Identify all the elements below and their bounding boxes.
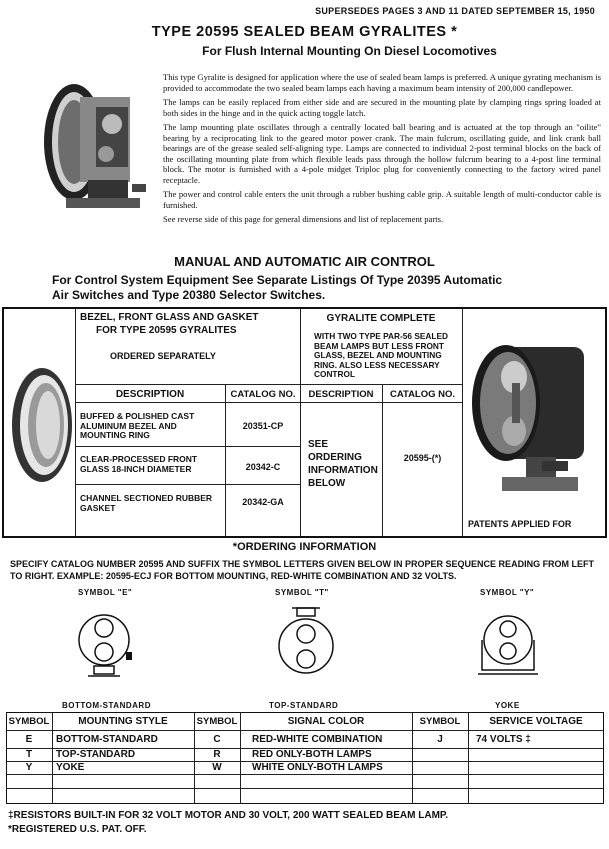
complete-right-line <box>462 309 463 536</box>
bezel-left-line <box>75 309 76 536</box>
bezel-cat-header: CATALOG NO. <box>230 389 296 400</box>
box-left-rule <box>2 307 4 538</box>
signal-color: RED ONLY-BOTH LAMPS <box>252 749 372 760</box>
ordering-text: SPECIFY CATALOG NUMBER 20595 AND SUFFIX THE SYMBOL LETTERS GIVEN BELOW IN PROPER SEQUENCE READING FROM LEFT TO RIGHT. EXAMPLE: 20595-ECJ FOR BOTTOM MOUNTING, RED-WHITE COMBINATION AND 32 VOLTS. <box>10 559 595 581</box>
bezel-row-line <box>75 446 300 447</box>
complete-header-bottom <box>300 402 462 403</box>
bezel-header-bottom <box>75 402 300 403</box>
complete-note: WITH TWO TYPE PAR-56 SEALED BEAM LAMPS BUT LESS FRONT GLASS, BEZEL AND MOUNTING RING. ALSO LESS NECESSARY CONTROL <box>314 331 448 379</box>
complete-desc-header: DESCRIPTION <box>308 389 374 400</box>
bezel-note: ORDERED SEPARATELY <box>110 351 216 361</box>
spec-row-rule <box>6 774 604 775</box>
bezel-photo <box>8 365 72 485</box>
spec-header-mounting: MOUNTING STYLE <box>78 716 168 727</box>
bezel-row-cat: 20342-GA <box>242 497 284 507</box>
gyralite-complete-photo <box>466 325 602 515</box>
symbol-e-label: SYMBOL "E" <box>78 588 133 597</box>
spec-header-signal: SIGNAL COLOR <box>287 716 365 727</box>
ordering-title: *ORDERING INFORMATION <box>232 541 377 553</box>
signal-symbol: C <box>213 734 221 745</box>
bezel-desc-header: DESCRIPTION <box>115 389 185 400</box>
signal-color: RED-WHITE COMBINATION <box>252 734 383 745</box>
signal-color: WHITE ONLY-BOTH LAMPS <box>252 762 383 773</box>
symbol-y-label: SYMBOL "Y" <box>480 588 535 597</box>
patents-note: PATENTS APPLIED FOR <box>468 519 572 529</box>
intro-text <box>163 72 601 229</box>
bezel-row-line <box>75 484 300 485</box>
signal-symbol: W <box>212 762 222 773</box>
voltage-symbol: J <box>437 734 443 745</box>
bezel-row-cat: 20351-CP <box>242 421 284 431</box>
page-subtitle: For Flush Internal Mounting On Diesel Locomotives <box>202 44 497 58</box>
complete-cat: 20595-(*) <box>403 453 442 463</box>
bottom-standard-diagram <box>76 606 136 680</box>
signal-symbol: R <box>213 749 221 760</box>
section-subtitle <box>52 273 597 303</box>
bezel-heading-sub: FOR TYPE 20595 GYRALITES <box>96 325 237 336</box>
caption-yoke: YOKE <box>495 701 520 710</box>
footnote-registered: *REGISTERED U.S. PAT. OFF. <box>8 824 147 835</box>
mounting-style: BOTTOM-STANDARD <box>56 734 158 745</box>
mounting-symbol: E <box>25 734 33 745</box>
box-top-rule <box>2 307 607 309</box>
spec-header-symbol: SYMBOL <box>8 716 50 727</box>
service-voltage: 74 VOLTS ‡ <box>476 734 531 745</box>
yoke-diagram <box>478 606 542 680</box>
bezel-row-cat: 20342-C <box>245 462 281 472</box>
spec-header-symbol: SYMBOL <box>419 716 461 727</box>
complete-heading: GYRALITE COMPLETE <box>326 313 436 324</box>
page-title: TYPE 20595 SEALED BEAM GYRALITES * <box>151 24 458 40</box>
complete-desc: SEE ORDERING INFORMATION BELOW <box>308 439 378 489</box>
box-right-rule <box>605 307 607 538</box>
mounting-symbol: Y <box>25 762 33 773</box>
intro-paragraph: This type Gyralite is designed for application where the use of sealed beam lamps is preferred. A unique gyrating mechanism is provided to accommodate the two sealed beam lamps each having a maximum beam intensity of 200,000 candlepower. <box>163 72 601 93</box>
bezel-right-line <box>300 309 301 536</box>
supersedes-note: SUPERSEDES PAGES 3 AND 11 DATED SEPTEMBER 15, 1950 <box>315 6 595 16</box>
bezel-row-desc: CLEAR-PROCESSED FRONT GLASS 18-INCH DIAMETER <box>80 454 198 474</box>
bezel-row-desc: CHANNEL SECTIONED RUBBER GASKET <box>80 493 213 513</box>
spec-header-rule <box>6 730 604 731</box>
spec-row-rule <box>6 788 604 789</box>
mounting-symbol: T <box>25 749 33 760</box>
spec-header-symbol: SYMBOL <box>196 716 238 727</box>
box-bottom-rule <box>2 536 607 538</box>
top-standard-diagram <box>276 604 340 686</box>
intro-paragraph: See reverse side of this page for general dimensions and list of replacement parts. <box>163 214 444 224</box>
spec-header-voltage: SERVICE VOLTAGE <box>489 716 583 727</box>
mounting-style: YOKE <box>56 762 85 773</box>
complete-cat-header: CATALOG NO. <box>389 389 456 400</box>
complete-header-top <box>300 384 462 385</box>
bezel-heading: BEZEL, FRONT GLASS AND GASKET <box>80 312 259 323</box>
bezel-col-line <box>225 384 226 536</box>
caption-top-standard: TOP-STANDARD <box>269 701 339 710</box>
footnote-resistors: ‡RESISTORS BUILT-IN FOR 32 VOLT MOTOR AND 30 VOLT, 200 WATT SEALED BEAM LAMP. <box>8 810 449 821</box>
symbol-t-label: SYMBOL "T" <box>275 588 329 597</box>
intro-paragraph: The power and control cable enters the unit through a rubber bushing cable grip. A suitable length of multi-conductor cable is furnished. <box>163 189 601 210</box>
section-subtitle-line: For Control System Equipment See Separate Listings Of Type 20395 Automatic <box>52 273 503 287</box>
caption-bottom-standard: BOTTOM-STANDARD <box>62 701 151 710</box>
section-subtitle-line: Air Switches and Type 20380 Selector Switches. <box>52 288 326 302</box>
bezel-header-top <box>75 384 300 385</box>
intro-paragraph: The lamps can be easily replaced from either side and are secured in the mounting plate by clamping rings spring loaded at both sides in the hinge and in the quick acting toggle latch. <box>163 97 601 118</box>
mounting-style: TOP-STANDARD <box>56 749 136 760</box>
intro-paragraph: The lamp mounting plate oscillates through a centrally located ball bearing and is actuated at the top through an "oilite" bearing by a reciprocating link to the geared motor power crank. The main fulcrum, oscillating guide, and link crank ball bearings are of the grease sealed self-aligning type. Lamps are connected to individual 2-post terminal blocks on the back of the oscillating mounting plate from which flexible leads pass through the hollow fulcrum bearing to a 4-post line terminal block. The motor is furnished with a 4-pole midget Triploc plug for conveniently connecting to the factory wired panel receptacle. <box>163 122 601 185</box>
gyralite-photo <box>36 72 156 232</box>
bezel-row-desc: BUFFED & POLISHED CAST ALUMINUM BEZEL AND MOUNTING RING <box>80 411 195 440</box>
section-title: MANUAL AND AUTOMATIC AIR CONTROL <box>174 254 435 269</box>
